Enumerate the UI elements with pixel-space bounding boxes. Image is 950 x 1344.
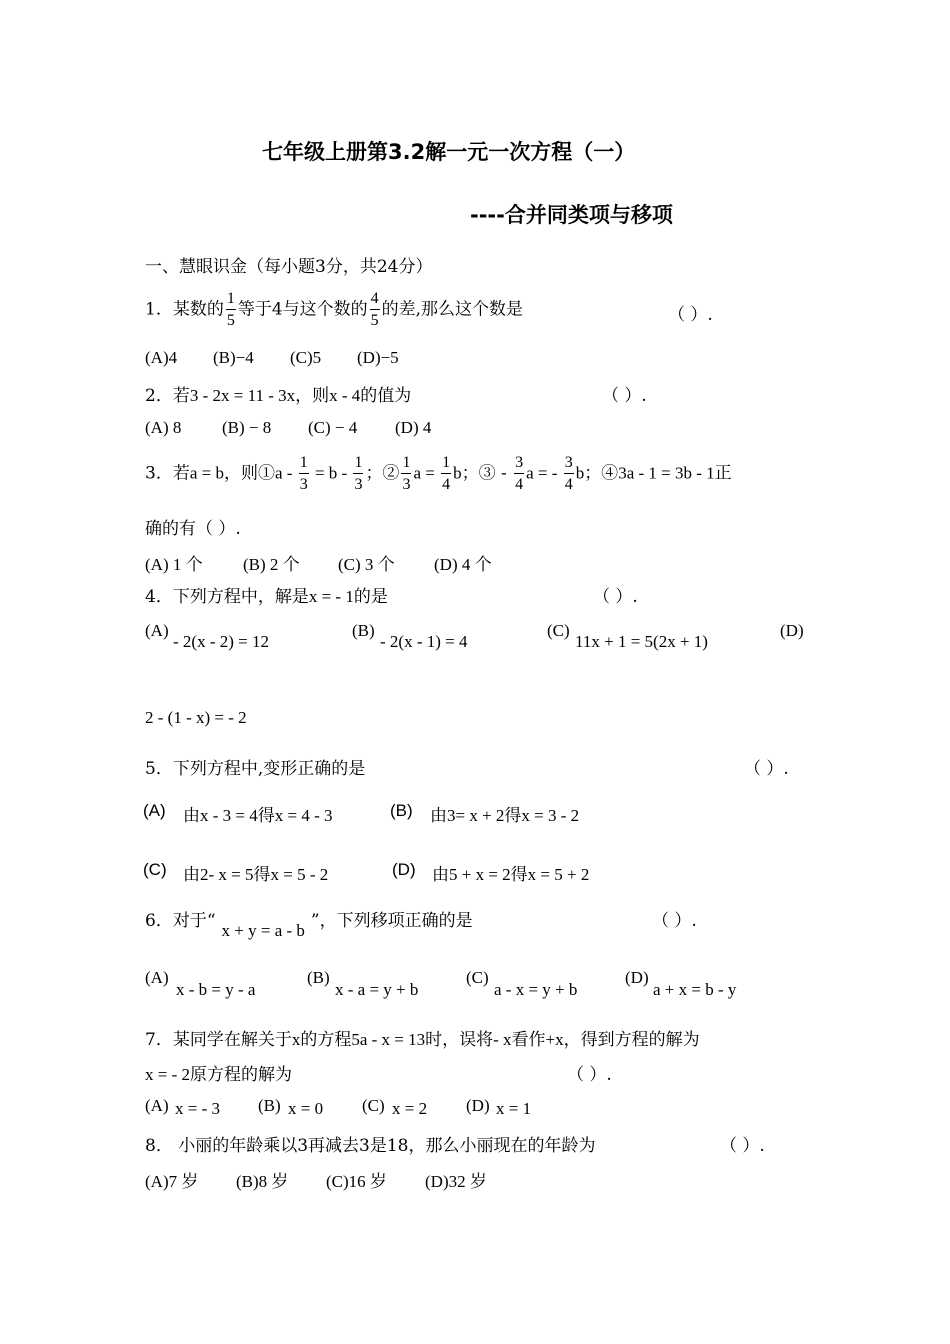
q4-option-a: - 2(x - 2) = 12 (173, 632, 269, 651)
q7-label-c: (C) (362, 1096, 385, 1115)
fraction: $\frac{1}{3}$ (354, 454, 363, 493)
q6-option-d: a + x = b - y (653, 980, 737, 999)
q1-option-d: (D)−5 (357, 348, 399, 367)
answer-paren: （ ）. (567, 1065, 612, 1085)
q5-label-c: (C) (143, 860, 167, 879)
q2-option-d: (D) 4 (395, 418, 432, 437)
question-5: 5．下列方程中,变形正确的是 (145, 759, 366, 779)
answer-paren: （ ）. (593, 587, 638, 607)
page-title: 七年级上册第3.2解一元一次方程（一） (262, 140, 636, 164)
q1-text: 1．某数的 (145, 299, 224, 320)
q3-option-c: (C) 3 个 (338, 555, 395, 574)
q4-label-a: (A) (145, 621, 169, 640)
q3-line2: 确的有（ ）. (145, 519, 241, 539)
q4-option-b: - 2(x - 1) = 4 (380, 632, 468, 651)
q6-option-a: x - b = y - a (176, 980, 256, 999)
fraction: $\frac{1}{4}$ (442, 454, 451, 493)
q7-label-d: (D) (466, 1096, 490, 1115)
q6-option-c: a - x = y + b (494, 980, 578, 999)
q4-option-d: 2 - (1 - x) = - 2 (145, 708, 247, 727)
q7-option-d: x = 1 (496, 1099, 532, 1118)
q6-label-b: (B) (307, 968, 330, 987)
q1-text: 的差,那么这个数是 (381, 299, 524, 320)
q8-option-a: (A)7 岁 (145, 1172, 199, 1191)
q5-option-c: 由2- x = 5得x = 5 - 2 (183, 865, 329, 884)
q7-option-c: x = 2 (392, 1099, 428, 1118)
q3-option-d: (D) 4 个 (434, 555, 492, 574)
answer-paren: （ ）. (720, 1136, 765, 1156)
section-heading: 一、慧眼识金（每小题3分，共24分） (145, 257, 433, 277)
q6-label-d: (D) (625, 968, 649, 987)
answer-paren: （ ）. (602, 386, 647, 406)
q6-label-c: (C) (466, 968, 489, 987)
q7-option-b: x = 0 (288, 1099, 324, 1118)
question-6: 6．对于“ x + y = a - b ”，下列移项正确的是 (145, 911, 473, 940)
question-7-line2: x = - 2原方程的解为 (145, 1065, 292, 1085)
q1-option-b: (B)−4 (213, 348, 254, 367)
q8-option-b: (B)8 岁 (236, 1172, 289, 1191)
question-7: 7．某同学在解关于x的方程5a - x = 13时，误将- x看作+x，得到方程的解为 (145, 1030, 700, 1050)
q5-label-a: (A) (143, 801, 166, 820)
q3-option-b: (B) 2 个 (243, 555, 300, 574)
fraction: $\frac{1}{5}$ (226, 290, 235, 329)
equation: x + y = a - b (221, 921, 305, 940)
q2-option-b: (B) − 8 (222, 418, 272, 437)
answer-paren: （ ）. (652, 911, 697, 931)
q4-label-b: (B) (352, 621, 375, 640)
q4-label-c: (C) (547, 621, 570, 640)
q4-option-c: 11x + 1 = 5(2x + 1) (575, 632, 708, 651)
q4-label-d: (D) (780, 621, 804, 640)
fraction: $\frac{3}{4}$ (515, 454, 524, 493)
fraction: $\frac{4}{5}$ (370, 290, 379, 329)
answer-paren: （ ）. (744, 759, 789, 779)
q2-option-c: (C) − 4 (308, 418, 358, 437)
answer-paren: （ ）. (668, 305, 713, 325)
question-3: 3．若a = b，则①a - $\frac{1}{3}$ = b - $\frac{1}{3}$ ；② $\frac{1}{3}$ a = $\frac{1}{4}$ b；③ - $\frac{3}{4}$ a = - $\frac{3}{4}$ b；④3a - 1 = 3b - 1正 (145, 454, 732, 493)
q5-label-b: (B) (390, 801, 413, 820)
fraction: $\frac{3}{4}$ (564, 454, 573, 493)
q5-option-b: 由3= x + 2得x = 3 - 2 (430, 806, 580, 825)
q3-option-a: (A) 1 个 (145, 555, 203, 574)
q1-option-a: (A)4 (145, 348, 178, 367)
q1-text: 等于4与这个数的 (237, 299, 368, 320)
question-4: 4．下列方程中，解是x = - 1的是 (145, 587, 388, 607)
question-1 (145, 291, 523, 329)
q1-option-c: (C)5 (290, 348, 322, 367)
page-subtitle: ----合并同类项与移项 (470, 203, 673, 227)
q8-option-d: (D)32 岁 (425, 1172, 487, 1191)
q5-label-d: (D) (392, 860, 416, 879)
q2-option-a: (A) 8 (145, 418, 182, 437)
fraction: $\frac{1}{3}$ (299, 454, 308, 493)
q6-label-a: (A) (145, 968, 169, 987)
equation: x = - 1 (308, 587, 354, 606)
expression: x - 4 (329, 386, 361, 405)
q7-option-a: x = - 3 (175, 1099, 220, 1118)
fraction: $\frac{1}{3}$ (402, 454, 411, 493)
q7-label-b: (B) (258, 1096, 281, 1115)
q7-label-a: (A) (145, 1096, 169, 1115)
equation: 3 - 2x = 11 - 3x (189, 386, 296, 405)
q5-option-a: 由x - 3 = 4得x = 4 - 3 (183, 806, 333, 825)
question-2: 2．若3 - 2x = 11 - 3x，则x - 4的值为 (145, 386, 412, 406)
q6-option-b: x - a = y + b (335, 980, 419, 999)
q5-option-d: 由5 + x = 2得x = 5 + 2 (432, 865, 590, 884)
q8-option-c: (C)16 岁 (326, 1172, 387, 1191)
question-8: 8． 小丽的年龄乘以3再减去3是18，那么小丽现在的年龄为 (145, 1136, 596, 1156)
